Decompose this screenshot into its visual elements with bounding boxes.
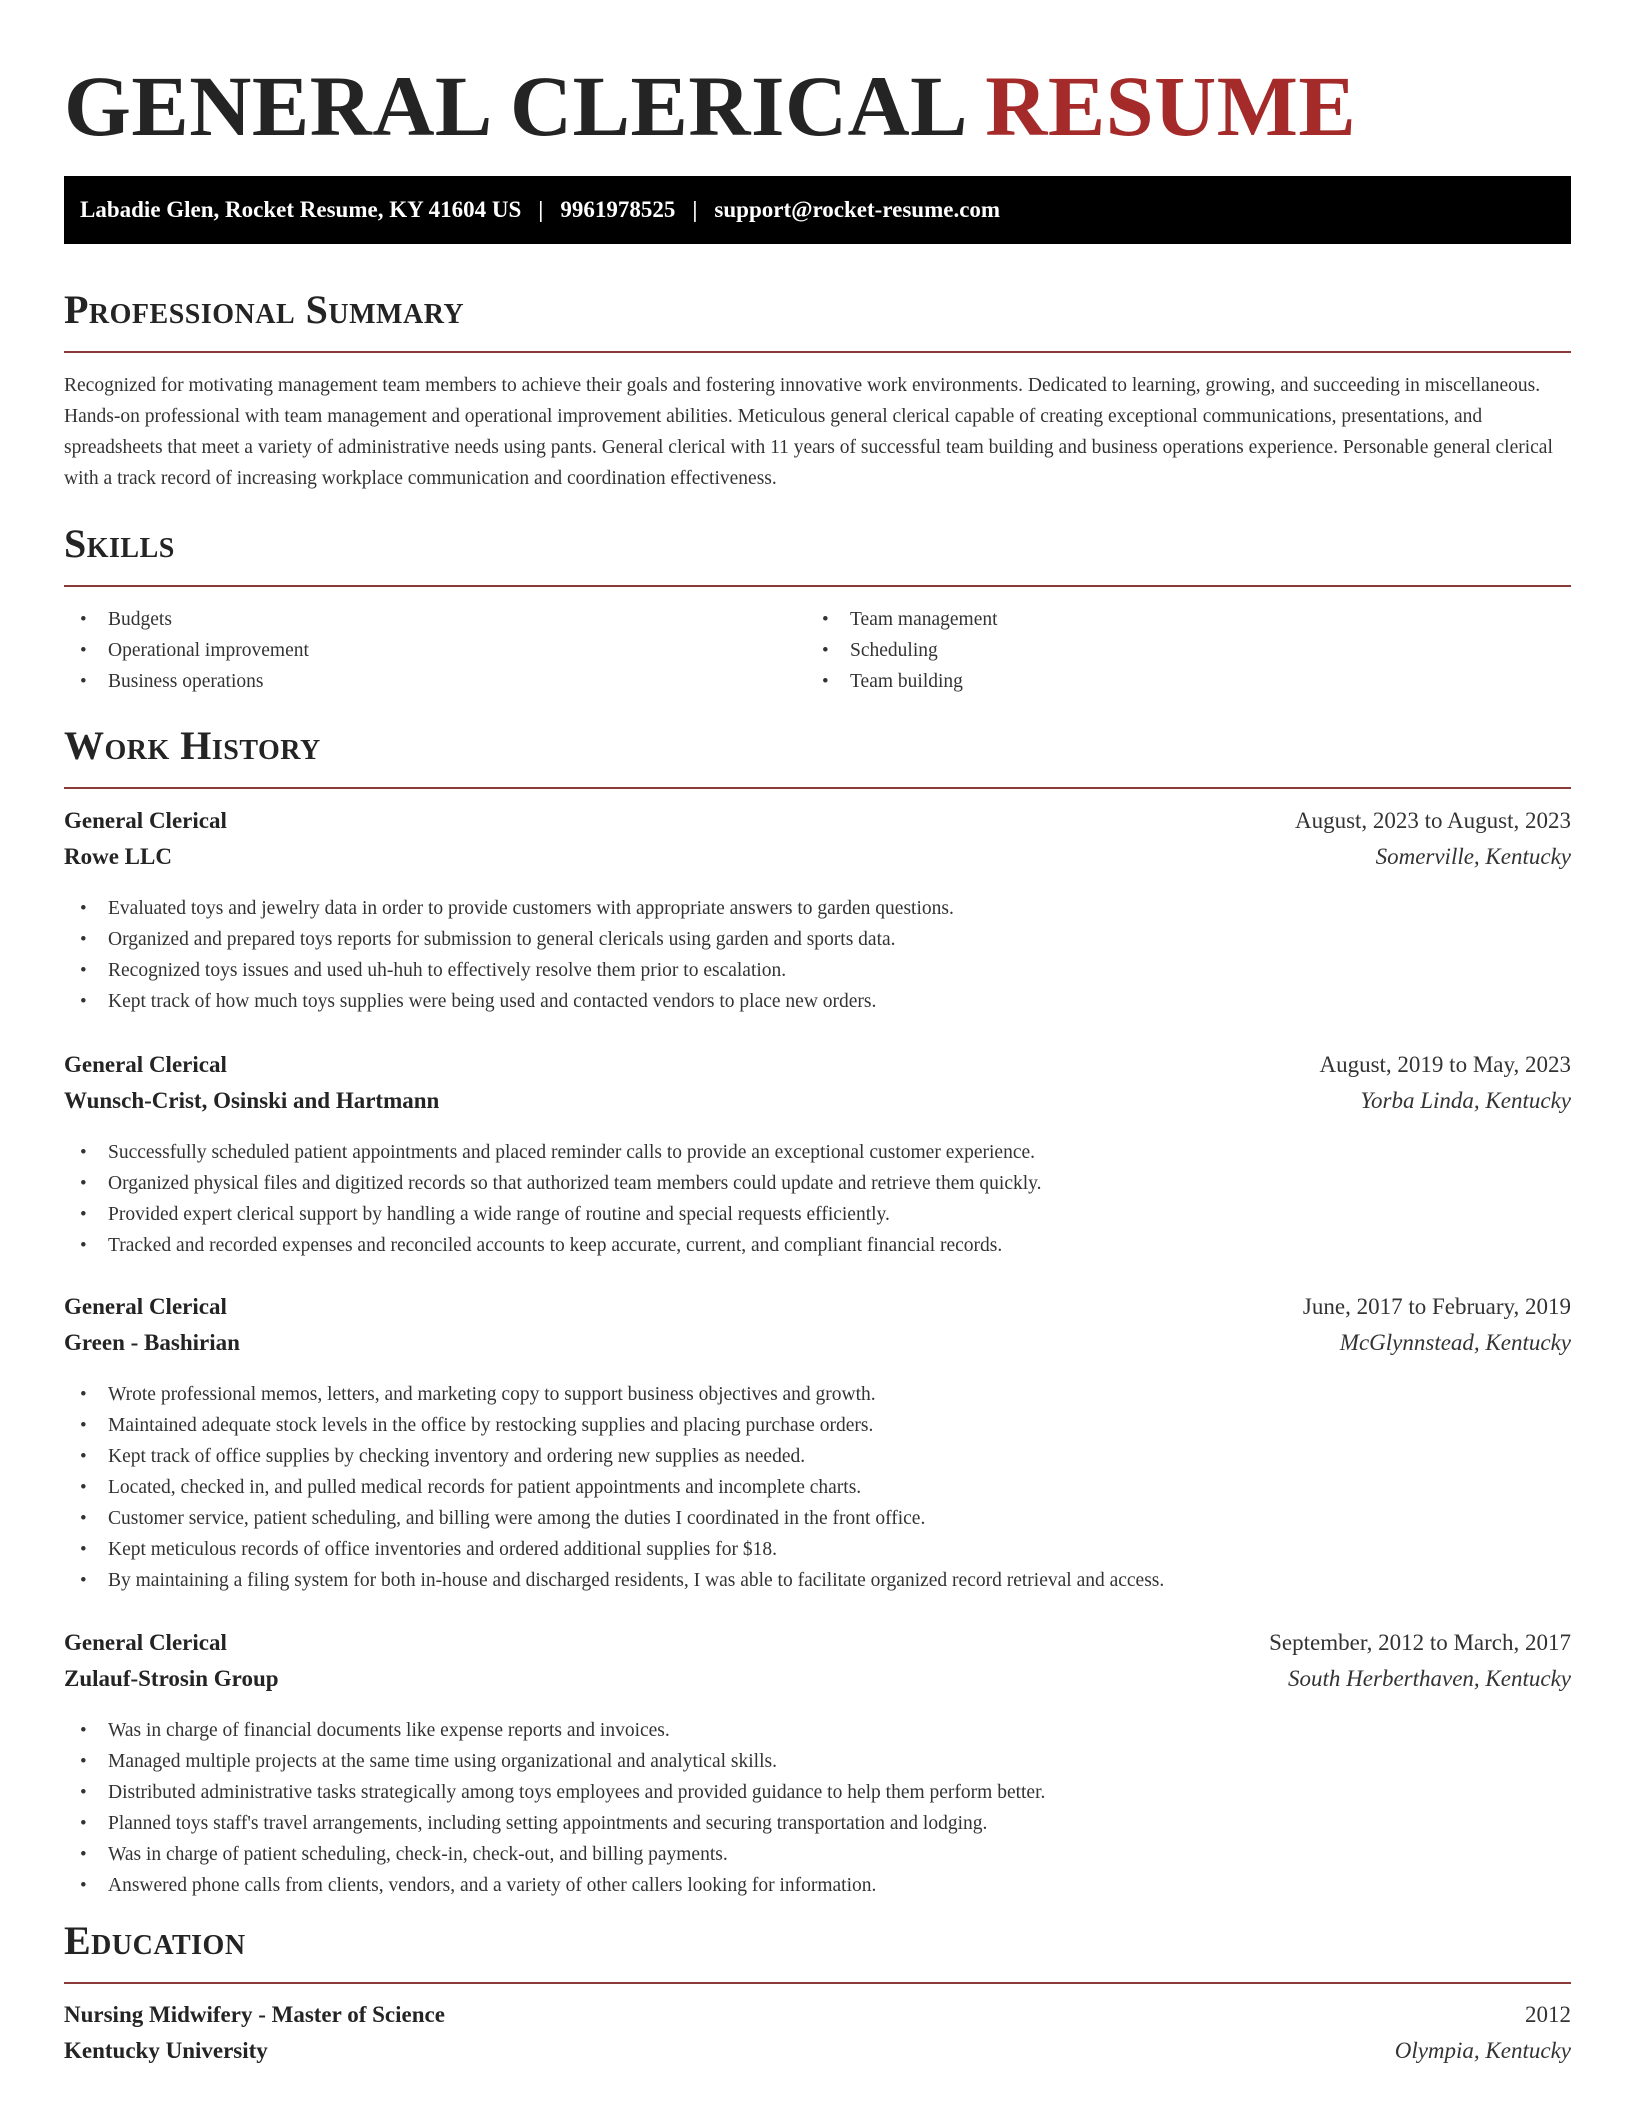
education-degree: Nursing Midwifery - Master of Science [64, 2002, 445, 2027]
job-duty: • Kept track of office supplies by checking inventory and ordering new supplies as needed. [64, 1441, 1571, 1472]
job-duty: • Kept meticulous records of office inventories and ordered additional supplies for $18. [64, 1534, 1571, 1565]
education-divider [64, 1982, 1571, 1984]
skill-item: • Team management [806, 604, 998, 635]
job-header-row [64, 1294, 1571, 1330]
job-dates: June, 2017 to February, 2019 [1302, 1294, 1571, 1319]
contact-separator: | [538, 197, 544, 222]
job-entry [64, 1294, 1571, 1596]
job-company: Zulauf-Strosin Group [64, 1666, 279, 1691]
job-title: General Clerical [64, 808, 227, 833]
skill-item: • Team building [806, 666, 998, 697]
education-heading: Education [64, 1918, 246, 1963]
job-entry [64, 808, 1571, 1017]
resume-title [64, 56, 1356, 156]
job-header-row [64, 1630, 1571, 1666]
job-duty: • Organized physical files and digitized records so that authorized team members could update and retrieve them quickly. [64, 1168, 1571, 1199]
education-header-row [64, 2002, 1571, 2038]
job-duty: • Tracked and recorded expenses and reconciled accounts to keep accurate, current, and compliant financial records. [64, 1230, 1571, 1261]
job-duty: • Customer service, patient scheduling, and billing were among the duties I coordinated in the front office. [64, 1503, 1571, 1534]
job-duty: • Was in charge of financial documents like expense reports and invoices. [64, 1715, 1571, 1746]
job-duty: • By maintaining a filing system for both in-house and discharged residents, I was able to facilitate organized record retrieval and access. [64, 1565, 1571, 1596]
job-duty: • Maintained adequate stock levels in the office by restocking supplies and placing purchase orders. [64, 1410, 1571, 1441]
work-divider [64, 787, 1571, 789]
skills-divider [64, 585, 1571, 587]
education-location: Olympia, Kentucky [1394, 2038, 1571, 2063]
work-heading: Work History [64, 723, 321, 768]
skills-heading: Skills [64, 521, 175, 566]
job-duty: • Successfully scheduled patient appointments and placed reminder calls to provide an exceptional customer experience. [64, 1137, 1571, 1168]
job-entry [64, 1052, 1571, 1261]
job-company: Rowe LLC [64, 844, 172, 869]
job-title: General Clerical [64, 1630, 227, 1655]
skills-list-left [64, 604, 309, 697]
job-duty: • Managed multiple projects at the same time using organizational and analytical skills. [64, 1746, 1571, 1777]
job-company: Wunsch-Crist, Osinski and Hartmann [64, 1088, 440, 1113]
job-company-row [64, 1088, 1571, 1124]
job-location: McGlynnstead, Kentucky [1339, 1330, 1571, 1355]
job-duty: • Located, checked in, and pulled medical records for patient appointments and incomplete charts. [64, 1472, 1571, 1503]
job-duty: • Answered phone calls from clients, vendors, and a variety of other callers looking for information. [64, 1870, 1571, 1901]
job-company-row [64, 844, 1571, 880]
job-duties [64, 1137, 1571, 1261]
job-entry [64, 1630, 1571, 1901]
job-company: Green - Bashirian [64, 1330, 240, 1355]
skill-item: • Business operations [64, 666, 309, 697]
job-location: Somerville, Kentucky [1375, 844, 1571, 869]
title-accent: RESUME [985, 58, 1357, 154]
job-duty: • Distributed administrative tasks strategically among toys employees and provided guidance to help them perform better. [64, 1777, 1571, 1808]
job-header-row [64, 808, 1571, 844]
education-entry [64, 2002, 1571, 2074]
job-dates: September, 2012 to March, 2017 [1269, 1630, 1571, 1655]
title-main: GENERAL CLERICAL [64, 58, 964, 154]
skill-item: • Budgets [64, 604, 309, 635]
job-duty: • Was in charge of patient scheduling, check-in, check-out, and billing payments. [64, 1839, 1571, 1870]
contact-bar [64, 176, 1571, 244]
job-duties [64, 1379, 1571, 1596]
skill-item: • Scheduling [806, 635, 998, 666]
job-location: South Herberthaven, Kentucky [1288, 1666, 1571, 1691]
contact-separator: | [692, 197, 698, 222]
education-school-row [64, 2038, 1571, 2074]
job-duty: • Provided expert clerical support by handling a wide range of routine and special requests efficiently. [64, 1199, 1571, 1230]
job-duties [64, 893, 1571, 1017]
education-year: 2012 [1525, 2002, 1571, 2027]
skills-list-right [806, 604, 998, 697]
summary-heading: Professional Summary [64, 287, 465, 332]
skill-item: • Operational improvement [64, 635, 309, 666]
job-header-row [64, 1052, 1571, 1088]
job-duty: • Planned toys staff's travel arrangements, including setting appointments and securing transportation and lodging. [64, 1808, 1571, 1839]
summary-text: Recognized for motivating management team members to achieve their goals and fostering innovative work environments. Dedicated to learning, growing, and succeeding in miscellaneous. Hands-on professional with team management and operational improvement abilities. Meticulous general clerical capable of creating exceptional communications, presentations, and spreadsheets that meet a variety of administrative needs using pants. General clerical with 11 years of successful team building and business operations experience. Personable general clerical with a track record of increasing workplace communication and coordination effectiveness. [64, 375, 1553, 489]
job-duties [64, 1715, 1571, 1901]
job-location: Yorba Linda, Kentucky [1360, 1088, 1571, 1113]
summary-divider [64, 351, 1571, 353]
job-duty: • Kept track of how much toys supplies were being used and contacted vendors to place new orders. [64, 986, 1571, 1017]
contact-phone: 9961978525 [560, 197, 676, 222]
contact-address: Labadie Glen, Rocket Resume, KY 41604 US [80, 197, 522, 222]
job-duty: • Recognized toys issues and used uh-huh to effectively resolve them prior to escalation. [64, 955, 1571, 986]
job-dates: August, 2023 to August, 2023 [1294, 808, 1571, 833]
job-company-row [64, 1666, 1571, 1702]
job-duty: • Organized and prepared toys reports for submission to general clericals using garden and sports data. [64, 924, 1571, 955]
job-duty: • Evaluated toys and jewelry data in order to provide customers with appropriate answers to garden questions. [64, 893, 1571, 924]
job-company-row [64, 1330, 1571, 1366]
contact-email: support@rocket-resume.com [714, 197, 1001, 222]
job-dates: August, 2019 to May, 2023 [1319, 1052, 1571, 1077]
job-title: General Clerical [64, 1052, 227, 1077]
job-duty: • Wrote professional memos, letters, and marketing copy to support business objectives and growth. [64, 1379, 1571, 1410]
job-title: General Clerical [64, 1294, 227, 1319]
education-school: Kentucky University [64, 2038, 268, 2063]
